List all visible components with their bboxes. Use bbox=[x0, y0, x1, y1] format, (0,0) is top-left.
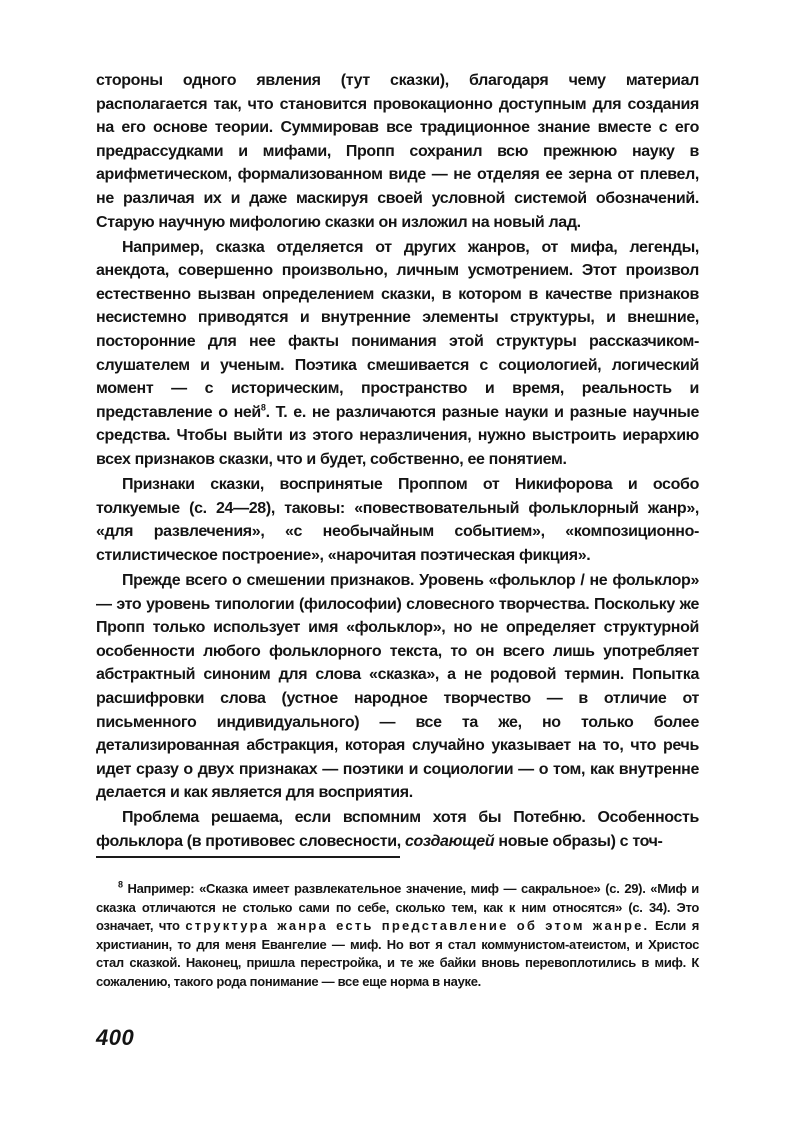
paragraph-4: Прежде всего о смешении признаков. Уровень «фольклор / не фольклор» — это уровень типологии (философии) словесного творчества. Поскольку же Пропп только использует имя «фольклор», но не определяет структурной особенности любого фольклорного текста, то он всего лишь употребляет абстрактный синоним для слова «сказка», а не родовой термин. Попытка расшифровки слова (устное народное творчество — в отличие от письменного индивидуального) — все та же, но только более детализированная абстракция, которая случайно указывает на то, что речь идет сразу о двух признаках — поэтики и социологии — о том, как внутренне делается и как является для восприятия. bbox=[96, 571, 699, 802]
paragraph-2-part-1: Например, сказка отделяется от других жанров, от мифа, легенды, анекдота, совершенно произвольно, личным усмотрением. Этот произвол естественно вызван определением сказки, в котором в качестве признаков несистемно приводятся и внутренние элементы структуры, и внешние, посторонние для нее факты понимания этой структуры рассказчиком-слушателем и ученым. Поэтика смешивается с социологией, логический момент — с историческим, пространство и время, реальность и представление о ней bbox=[96, 238, 699, 421]
footnote-spaced-emphasis: структура жанра есть представление об этом жанре. bbox=[185, 918, 650, 934]
footnote-number: 8 bbox=[118, 879, 123, 890]
paragraph-3: Признаки сказки, воспринятые Проппом от Никифорова и особо толкуемые (с. 24—28), таковы: «повествовательный фольклорный жанр», «для развлечения», «с необычайным событием», «композиционно-стилистическое построение», «нарочитая поэтическая фикция». bbox=[96, 476, 699, 564]
paragraph-2-part-2: . Т. е. не различаются разные науки и разные научные средства. Чтобы выйти из этого неразличения, нужно выстроить иерархию всех признаков сказки, что и будет, собственно, ее понятием. bbox=[96, 403, 699, 468]
footnote-text-part-2: Если я христианин, то для меня Евангелие — миф. Но вот я стал коммунистом-атеистом, и Христос стал сказкой. Наконец, пришла перестройка, и те же байки вновь перевоплотились в миф. К сожалению, такого рода понимание — все еще норма в науке. bbox=[96, 918, 699, 989]
paragraph-2 bbox=[96, 236, 699, 472]
main-text bbox=[96, 69, 699, 854]
paragraph-5-part-1: Проблема решаема, если вспомним хотя бы Потебню. Особенность фольклора (в противовес словесности, bbox=[96, 809, 699, 850]
paragraph-5-part-2: новые образы) с точ- bbox=[494, 833, 663, 850]
paragraph-5-emphasis: создающей bbox=[404, 833, 495, 850]
paragraph-5 bbox=[96, 806, 699, 853]
footnote-divider bbox=[96, 856, 400, 858]
footnote-text-part-1: Например: «Сказка имеет развлекательное значение, миф — сакральное» (с. 29). «Миф и сказка отличаются не столько сами по себе, сколько тем, как к ним относятся» (с. 34). Это означает, что bbox=[96, 881, 700, 934]
footnote bbox=[96, 880, 699, 992]
page-number: 400 bbox=[96, 1025, 135, 1050]
page-body bbox=[96, 69, 699, 854]
footnote-reference[interactable]: 8 bbox=[260, 402, 266, 413]
footnote-text bbox=[96, 880, 699, 992]
paragraph-1: стороны одного явления (тут сказки), благодаря чему материал располагается так, что становится провокационно доступным для создания на его основе теории. Суммировав все традиционное знание вместе с его предрассудками и мифами, Пропп сохранил всю прежнюю науку в арифметическом, формализованном виде — не отделяя ее зерна от плевел, не различая их и даже маскируя своей условной системой обозначений. Старую научную мифологию сказки он изложил на новый лад. bbox=[96, 72, 699, 231]
